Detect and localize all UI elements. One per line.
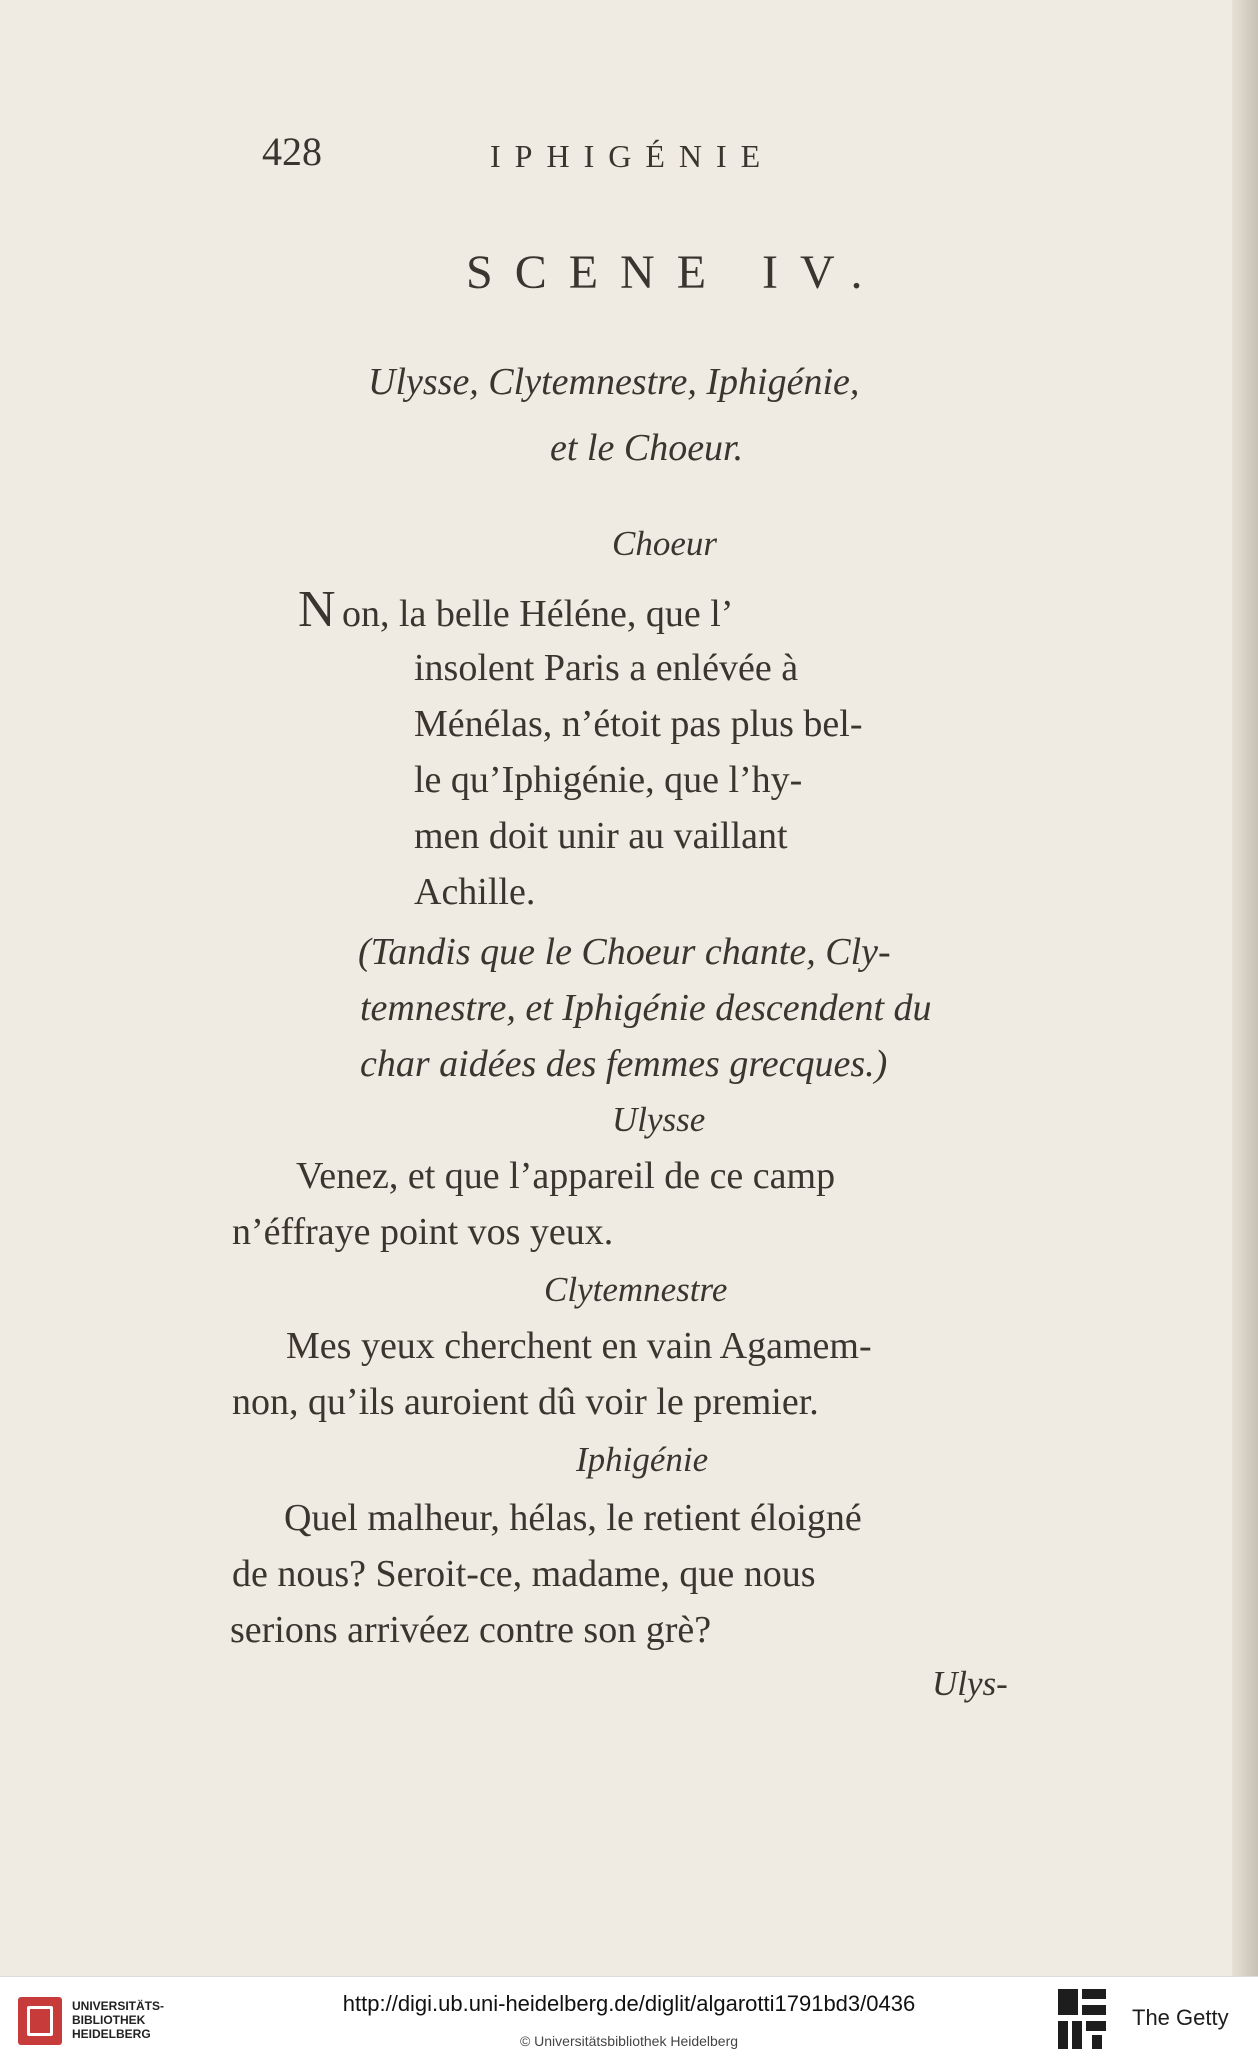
running-head: IPHIGÉNIE bbox=[490, 138, 775, 174]
library-name-line: BIBLIOTHEK bbox=[72, 2013, 146, 2027]
text-line: Achille. bbox=[414, 871, 536, 913]
cast-line: Ulysse, Clytemnestre, Iphigénie, bbox=[368, 361, 860, 403]
text-line: n’éffraye point vos yeux. bbox=[232, 1211, 614, 1253]
copyright-notice: © Universitätsbibliothek Heidelberg bbox=[519, 2033, 739, 2049]
stage-direction-line: char aidées des femmes grecques.) bbox=[360, 1043, 888, 1085]
speaker-label: Choeur bbox=[612, 524, 717, 563]
catchword: Ulys- bbox=[932, 1664, 1008, 1703]
text-line: de nous? Seroit-ce, madame, que nous bbox=[232, 1553, 816, 1595]
page-edge bbox=[1232, 0, 1258, 1976]
text-line: men doit unir au vaillant bbox=[414, 815, 788, 857]
library-name-line: UNIVERSITÄTS- bbox=[72, 1999, 165, 2013]
scene-title: SCENE IV. bbox=[466, 246, 885, 299]
text-line: on, la belle Héléne, que l’ bbox=[342, 593, 734, 635]
text-line: Mes yeux cherchent en vain Agamem- bbox=[286, 1325, 872, 1367]
text-line: non, qu’ils auroient dû voir le premier. bbox=[232, 1381, 819, 1423]
stage-direction-line: temnestre, et Iphigénie descendent du bbox=[360, 987, 932, 1029]
speaker-label: Clytemnestre bbox=[544, 1270, 728, 1309]
library-name-line: HEIDELBERG bbox=[72, 2027, 151, 2041]
getty-logo-icon bbox=[1058, 1989, 1106, 2049]
permalink-url[interactable]: http://digi.ub.uni-heidelberg.de/diglit/algarotti1791bd3/0436 bbox=[342, 1991, 916, 2016]
drop-capital: N bbox=[298, 581, 336, 638]
text-line: insolent Paris a enlévée à bbox=[414, 647, 799, 689]
text-line: Ménélas, n’étoit pas plus bel- bbox=[414, 703, 863, 745]
text-line: Quel malheur, hélas, le retient éloigné bbox=[284, 1497, 862, 1539]
speaker-label: Iphigénie bbox=[576, 1440, 709, 1479]
stage-direction-line: (Tandis que le Choeur chante, Cly- bbox=[358, 931, 891, 973]
getty-label[interactable]: The Getty bbox=[1132, 2005, 1229, 2030]
cast-line: et le Choeur. bbox=[550, 427, 744, 469]
speaker-label: Ulysse bbox=[612, 1100, 706, 1139]
text-line: serions arrivéez contre son grè? bbox=[230, 1609, 712, 1651]
viewer-footer bbox=[0, 1976, 1258, 2065]
text-line: le qu’Iphigénie, que l’hy- bbox=[414, 759, 803, 801]
text-line: Venez, et que l’appareil de ce camp bbox=[296, 1155, 836, 1197]
page-number: 428 bbox=[262, 129, 322, 174]
